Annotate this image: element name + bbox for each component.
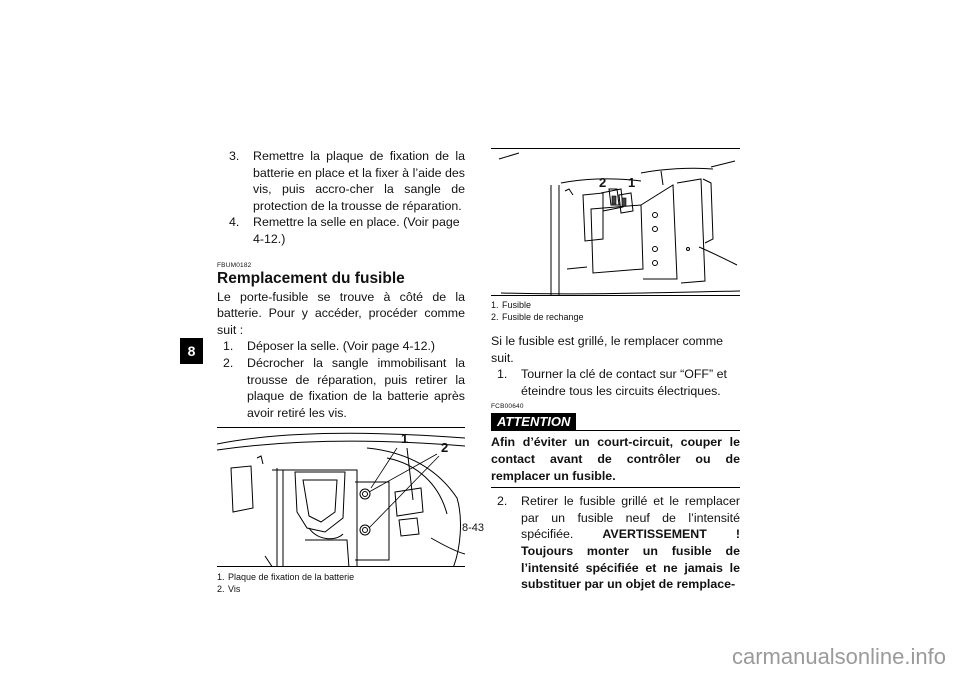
right-column	[491, 148, 740, 593]
step-text: Déposer la selle. (Voir page 4-12.)	[247, 339, 436, 354]
left-column	[217, 148, 465, 595]
figure-caption	[217, 571, 465, 595]
fuse-box-drawing	[491, 149, 740, 296]
step-instruction: Retirer le fusible grillé et le remplacer par un fusible neuf de l’intensité spécifiée.	[521, 494, 740, 542]
caption-item	[491, 311, 740, 323]
attention-rule	[576, 430, 740, 432]
page-number: 8-43	[462, 522, 485, 534]
warning-text: AVERTISSEMENT ! Toujours monter un fusible de l’intensité spécifiée et ne jamais le substituer par un objet de remplace-	[521, 527, 740, 592]
step-2	[491, 493, 740, 593]
figure-label-2: 2	[599, 175, 607, 190]
step-2	[217, 355, 465, 421]
step-number: 3.	[229, 149, 240, 163]
caption-number: 2.	[491, 312, 499, 322]
reference-code: FBUM0182	[217, 261, 252, 269]
battery-plate-illustration	[217, 427, 465, 567]
step-number: 2.	[497, 494, 508, 509]
step-3	[217, 148, 465, 214]
step-text: Remettre la selle en place. (Voir page 4-12.)	[253, 215, 460, 246]
step-number: 1.	[497, 367, 508, 382]
step-number: 1.	[223, 339, 234, 354]
caption-text: Plaque de fixation de la batterie	[228, 572, 355, 583]
step-text	[521, 493, 740, 593]
attention-badge: ATTENTION	[491, 413, 576, 431]
watermark: carmanualsonline.info	[731, 644, 946, 669]
caption-item	[217, 583, 465, 595]
step-1	[491, 366, 740, 399]
caption-text: Fusible	[502, 300, 532, 310]
figure-caption	[491, 299, 740, 323]
intro-paragraph: Si le fusible est grillé, le remplacer comme suit.	[491, 334, 724, 365]
caption-item	[491, 299, 740, 311]
chapter-tab: 8	[180, 338, 203, 364]
step-1	[217, 338, 465, 355]
caption-number: 1.	[491, 300, 499, 310]
figure-label-2: 2	[441, 440, 449, 456]
fuse-box-illustration	[491, 148, 740, 296]
section-title: Remplacement du fusible	[217, 269, 405, 287]
caption-number: 2.	[217, 584, 225, 595]
attention-header	[491, 413, 740, 431]
step-4	[217, 214, 465, 247]
intro-paragraph: Le porte-fusible se trouve à côté de la batterie. Pour y accéder, procéder comme suit :	[217, 289, 465, 337]
battery-plate-drawing	[217, 428, 465, 567]
step-number: 4.	[229, 215, 240, 230]
caption-text: Fusible de rechange	[502, 312, 584, 322]
step-text: Décrocher la sangle immobilisant la trousse de réparation, puis retirer la plaque de fixation de la batterie après avoir retiré les vis.	[247, 355, 465, 420]
reference-code: FCB00640	[491, 403, 524, 411]
attention-text: Afin d’éviter un court-circuit, couper le contact avant de contrôler ou de remplacer un fusible.	[491, 431, 740, 488]
caption-text: Vis	[228, 584, 241, 595]
figure-label-1: 1	[628, 175, 636, 190]
step-number: 2.	[223, 355, 234, 370]
step-text: Tourner la clé de contact sur “OFF” et éteindre tous les circuits électriques.	[521, 367, 727, 398]
step-text: Remettre la plaque de fixation de la batterie en place et la fixer à l’aide des vis, puis accro-cher la sangle de protection de la trousse de réparation.	[253, 149, 465, 213]
caption-item	[217, 571, 465, 583]
caption-number: 1.	[217, 572, 225, 583]
figure-label-1: 1	[401, 431, 409, 447]
